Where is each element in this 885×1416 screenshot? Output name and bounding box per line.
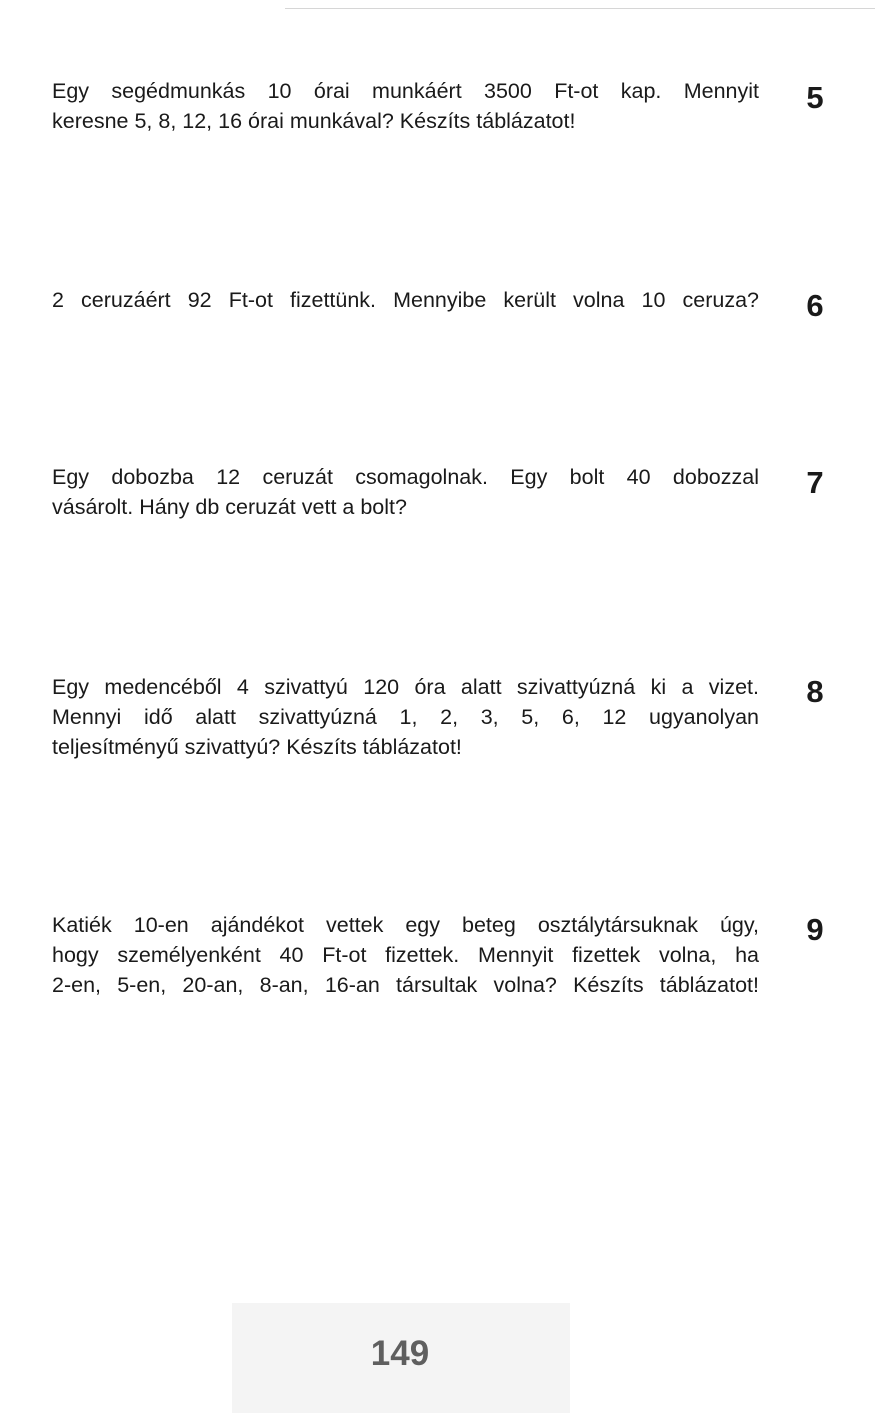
exercise-9-line-2: hogy személyenként 40 Ft-ot fizettek. Mennyit fizettek volna, ha (52, 943, 759, 967)
exercise-8-number: 8 (806, 674, 824, 709)
exercise-8-line-3: teljesítményű szivattyú? Készíts táblázatot! (52, 735, 462, 759)
exercise-5-number: 5 (806, 80, 824, 115)
exercise-9-number: 9 (806, 912, 824, 947)
exercise-6 (52, 285, 759, 315)
exercise-8-line-2: Mennyi idő alatt szivattyúzná 1, 2, 3, 5, 6, 12 ugyanolyan (52, 705, 759, 729)
page-number: 149 (370, 1334, 430, 1373)
exercise-8 (52, 672, 759, 762)
exercise-7-line-2: vásárolt. Hány db ceruzát vett a bolt? (52, 495, 407, 519)
exercise-5 (52, 76, 759, 136)
exercise-5-line-1: Egy segédmunkás 10 órai munkáért 3500 Ft-ot kap. Mennyit (52, 79, 759, 103)
exercise-6-line-1: 2 ceruzáért 92 Ft-ot fizettünk. Mennyibe került volna 10 ceruza? (52, 288, 759, 312)
exercise-9 (52, 910, 759, 1000)
exercise-9-line-1: Katiék 10-en ajándékot vettek egy beteg osztálytársuknak úgy, (52, 913, 759, 937)
exercise-5-line-2: keresne 5, 8, 12, 16 órai munkával? Készíts táblázatot! (52, 109, 576, 133)
exercise-7-number: 7 (806, 465, 824, 500)
exercise-6-number: 6 (806, 288, 824, 323)
top-rule (285, 8, 875, 9)
exercise-7 (52, 462, 759, 522)
exercise-8-line-1: Egy medencéből 4 szivattyú 120 óra alatt szivattyúzná ki a vizet. (52, 675, 759, 699)
exercise-9-line-3: 2-en, 5-en, 20-an, 8-an, 16-an társultak volna? Készíts táblázatot! (52, 973, 759, 997)
exercise-7-line-1: Egy dobozba 12 ceruzát csomagolnak. Egy bolt 40 dobozzal (52, 465, 759, 489)
